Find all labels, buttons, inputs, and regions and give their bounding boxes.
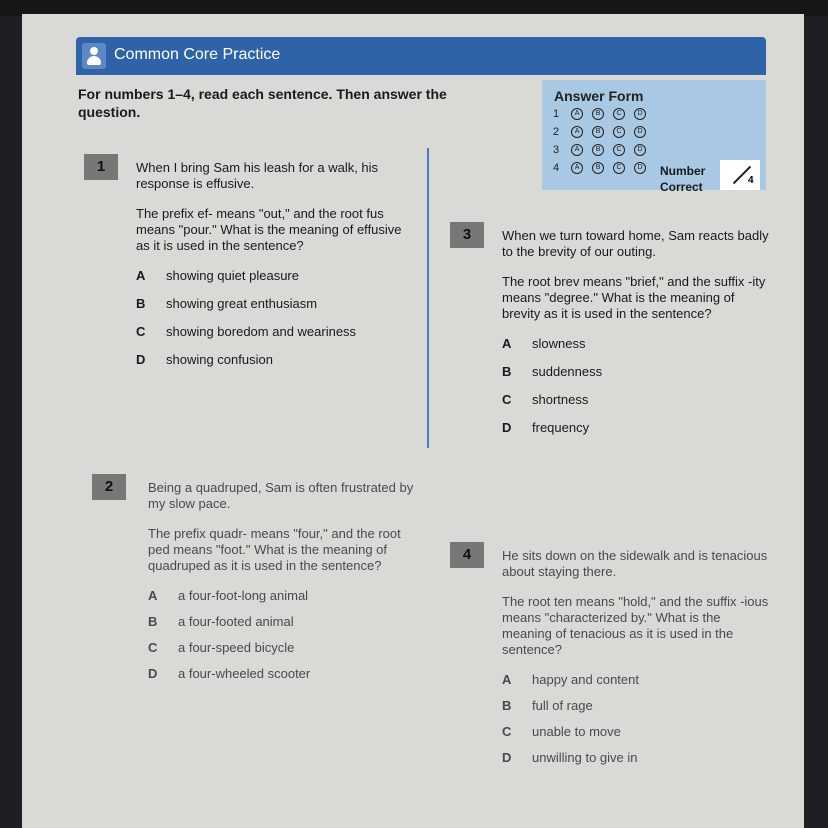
bubble-3d[interactable]: D [634,144,646,156]
question-1-option-d[interactable]: D showing confusion [136,352,273,367]
number-correct-label: Number Correct [660,164,706,194]
question-4-option-b[interactable]: B full of rage [502,698,593,713]
answer-row-2: 2 A B C D [553,126,646,138]
number-correct-total: 4 [748,175,754,186]
question-4-option-d[interactable]: D unwilling to give in [502,750,638,765]
question-3-option-c[interactable]: C shortness [502,392,589,407]
question-3 [502,228,772,448]
worksheet-page [22,14,804,828]
question-4-option-a[interactable]: A happy and content [502,672,639,687]
bubble-1d[interactable]: D [634,108,646,120]
question-3-option-d[interactable]: D frequency [502,420,590,435]
header-title: Common Core Practice [114,46,281,63]
question-number-1: 1 [84,154,118,180]
bubble-4b[interactable]: B [592,162,604,174]
question-2-option-a[interactable]: A a four-foot-long animal [148,588,309,603]
question-4-sentence: He sits down on the sidewalk and is tenacious about staying there. [502,548,768,579]
question-3-option-b[interactable]: B suddenness [502,364,603,379]
bubble-4d[interactable]: D [634,162,646,174]
question-number-3: 3 [450,222,484,248]
question-2-prompt: The prefix quadr- means "four," and the root ped means "foot." What is the meaning of quadruped as it is used in the sentence? [148,526,401,573]
column-divider [427,148,429,448]
question-2-option-c[interactable]: C a four-speed bicycle [148,640,295,655]
question-1-sentence: When I bring Sam his leash for a walk, his response is effusive. [136,160,379,191]
bubble-3a[interactable]: A [571,144,583,156]
question-1-option-a[interactable]: A showing quiet pleasure [136,268,299,283]
bubble-4a[interactable]: A [571,162,583,174]
bubble-1c[interactable]: C [613,108,625,120]
student-icon [82,43,106,69]
header-bar [76,37,766,75]
answer-row-3: 3 A B C D [553,144,646,156]
question-1-option-b[interactable]: B showing great enthusiasm [136,296,318,311]
question-2-option-b[interactable]: B a four-footed animal [148,614,294,629]
question-2 [148,480,418,692]
bubble-2a[interactable]: A [571,126,583,138]
answer-row-1: 1 A B C D [553,108,646,120]
bubble-1a[interactable]: A [571,108,583,120]
bubble-3c[interactable]: C [613,144,625,156]
instructions: For numbers 1–4, read each sentence. Then answer the question. [78,86,447,120]
question-4-option-c[interactable]: C unable to move [502,724,621,739]
question-number-2: 2 [92,474,126,500]
question-3-sentence: When we turn toward home, Sam reacts badly to the brevity of our outing. [502,228,769,259]
question-2-sentence: Being a quadruped, Sam is often frustrated by my slow pace. [148,480,414,511]
bubble-2d[interactable]: D [634,126,646,138]
bubble-2b[interactable]: B [592,126,604,138]
answer-form [542,80,766,194]
bubble-4c[interactable]: C [613,162,625,174]
question-4 [502,548,772,776]
question-1 [136,160,406,380]
answer-row-4: 4 A B C D [553,162,646,174]
question-number-4: 4 [450,542,484,568]
question-1-prompt: The prefix ef- means "out," and the root fus means "pour." What is the meaning of effusive as it is used in the sentence? [136,206,402,253]
question-4-prompt: The root ten means "hold," and the suffix -ious means "characterized by." What is the meaning of tenacious as it is used in the sentence? [502,594,769,657]
bubble-1b[interactable]: B [592,108,604,120]
question-3-option-a[interactable]: A slowness [502,336,586,351]
question-2-option-d[interactable]: D a four-wheeled scooter [148,666,311,681]
answer-form-title: Answer Form [554,88,644,104]
bubble-3b[interactable]: B [592,144,604,156]
question-3-prompt: The root brev means "brief," and the suffix -ity means "degree." What is the meaning of brevity as it is used in the sentence? [502,274,766,321]
bubble-2c[interactable]: C [613,126,625,138]
question-1-option-c[interactable]: C showing boredom and weariness [136,324,357,339]
number-correct-box[interactable] [720,160,760,190]
